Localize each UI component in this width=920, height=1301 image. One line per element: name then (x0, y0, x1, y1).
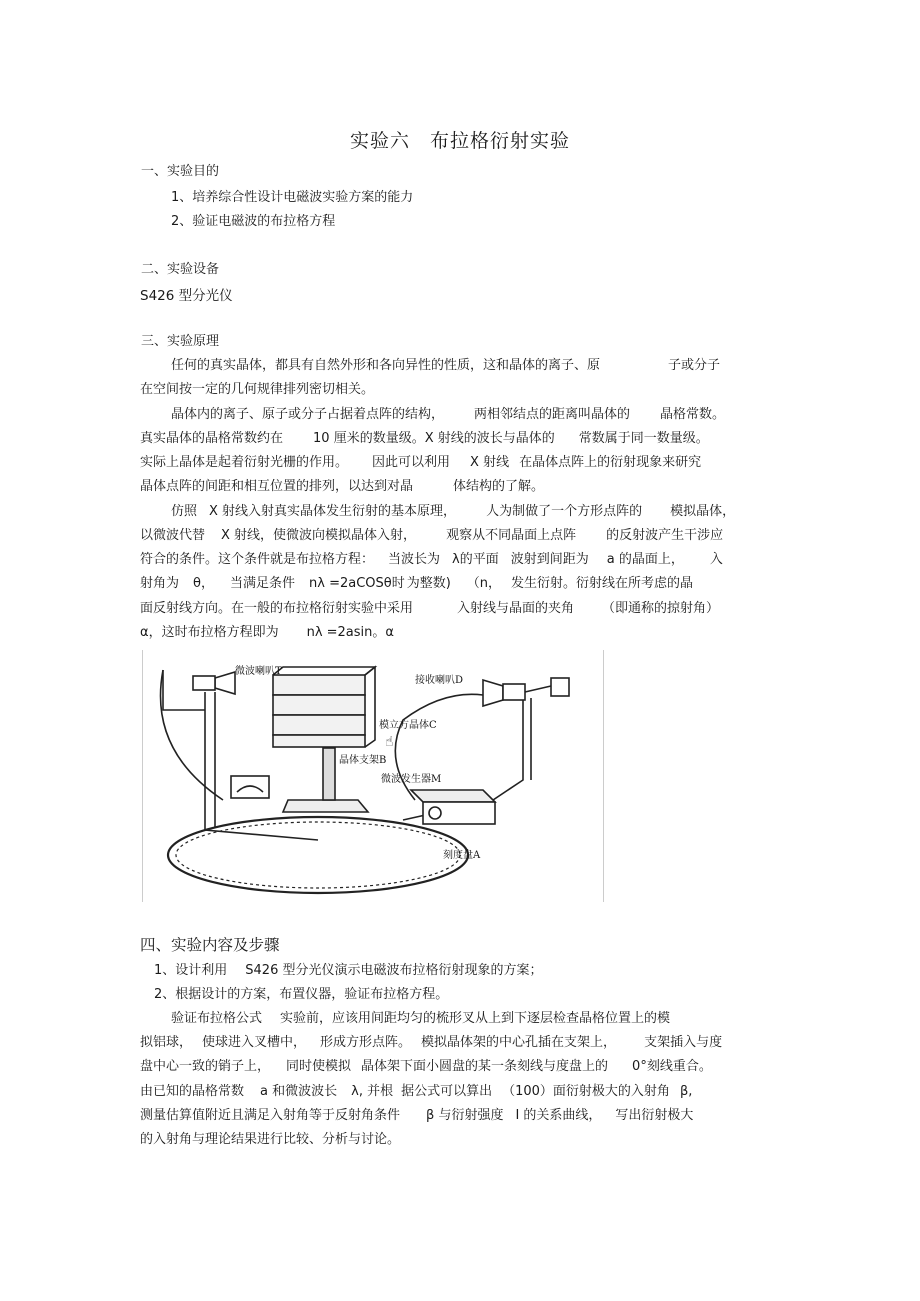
text-segment: nλ =2aCOSθ时 (309, 576, 405, 591)
text-segment: 任何的真实晶体，都具有自然外形和各向异性的性质，这和晶体的离子、原 (171, 358, 601, 373)
paragraph-line (140, 624, 394, 642)
text-segment: 体结构的了解。 (453, 479, 545, 494)
text-segment: 面反射线方向。在一般的布拉格衍射实验中采用 (140, 601, 414, 616)
text-segment: 1、设计利用 (154, 963, 228, 978)
purpose-item: 2、验证电磁波的布拉格方程 (171, 214, 336, 229)
paragraph-line (140, 1107, 693, 1125)
paragraph-line (140, 454, 701, 472)
spectrometer-diagram (142, 650, 604, 902)
text-segment: α，这时布拉格方程即为 (140, 625, 279, 640)
text-segment: 晶体点阵的间距和相互位置的排列，以达到对晶 (140, 479, 414, 494)
text-segment: 人为制做了一个方形点阵的 (486, 504, 643, 519)
text-segment: X 射线入射真实晶体发生衍射的基本原理， (209, 504, 457, 519)
paragraph-line (171, 503, 735, 521)
text-segment: 盘中心一致的销子上， (140, 1059, 271, 1074)
text-segment: 晶体内的离子、原子或分子占据着点阵的结构， (171, 407, 445, 422)
text-segment: 验证布拉格公式 (171, 1011, 263, 1026)
text-segment: 射角为 (140, 576, 180, 591)
section-heading-procedure: 四、实验内容及步骤 (140, 936, 280, 954)
text-segment: （n， (466, 576, 502, 591)
paragraph-line (140, 600, 719, 618)
section-heading-purpose: 一、实验目的 (141, 164, 220, 179)
text-segment: 真实晶体的晶格常数约在 (140, 431, 284, 446)
text-segment: 在晶体点阵上的衍射现象来研究 (519, 455, 702, 470)
paragraph-line (140, 551, 723, 569)
paragraph-line (140, 478, 544, 496)
paragraph-line: 的入射角与理论结果进行比较、分析与讨论。 (140, 1132, 401, 1147)
text-segment: 模拟晶体架的中心孔插在支架上， (421, 1035, 617, 1050)
text-segment: 实验前，应该用间距均匀的梳形叉从上到下逐层检查晶格位置上的模 (280, 1011, 671, 1026)
text-segment: 入 (709, 552, 723, 567)
text-segment: 测量估算值附近且满足入射角等于反射角条件 (140, 1108, 401, 1123)
paragraph-line (140, 430, 709, 448)
text-segment: （即通称的掠射角） (602, 601, 720, 616)
procedure-step (154, 962, 542, 980)
text-segment: 因此可以利用 (372, 455, 451, 470)
text-segment: 0°刻线重合。 (632, 1059, 712, 1074)
procedure-step: 2、根据设计的方案，布置仪器，验证布拉格方程。 (154, 987, 449, 1002)
text-segment: X 射线 (470, 455, 510, 470)
text-segment: nλ =2asin。α (306, 625, 394, 640)
text-segment: 晶体架下面小圆盘的某一条刻线与度盘上的 (361, 1059, 609, 1074)
text-segment: β 与衍射强度 (426, 1108, 504, 1123)
text-segment: θ， (193, 576, 214, 591)
paragraph-line (140, 1083, 692, 1101)
receiver-label: 接收喇叭D (415, 675, 464, 686)
text-segment: λ的平面 (452, 552, 499, 567)
text-segment: 两相邻结点的距离叫晶体的 (474, 407, 631, 422)
text-segment: 常数属于同一数量级。 (578, 431, 709, 446)
text-segment: 为整数) (406, 576, 451, 591)
paragraph-line (171, 357, 720, 375)
section-heading-equipment: 二、实验设备 (141, 262, 220, 277)
document-title: 实验六 布拉格衍射实验 (349, 130, 570, 152)
paragraph-line (140, 1034, 722, 1052)
text-segment: S426 型分光仪演示电磁波布拉格衍射现象的方案； (245, 963, 543, 978)
equipment-name: S426 型分光仪 (140, 288, 233, 304)
text-segment: 由已知的晶格常数 (140, 1084, 245, 1099)
text-segment: a 和微波波长 (260, 1084, 338, 1099)
text-segment: 符合的条件。这个条件就是布拉格方程： (140, 552, 375, 567)
text-segment: 发生衍射。衍射线在所考虑的晶 (511, 576, 694, 591)
text-segment: 子或分子 (668, 358, 721, 373)
paragraph-line (140, 1058, 712, 1076)
generator-label: 微波发生器M (381, 774, 442, 785)
text-segment: 仿照 (171, 504, 198, 519)
paragraph-line (171, 406, 725, 424)
crystal-label: 模立方晶体C (379, 720, 437, 731)
dial-label: 刻度盘A (443, 850, 481, 861)
text-segment: β, (679, 1084, 693, 1099)
text-segment: 支架插入与度 (644, 1035, 723, 1050)
text-segment: 形成方形点阵。 (320, 1035, 412, 1050)
text-segment: 当满足条件 (229, 576, 295, 591)
emitter-label: 微波喇叭T (235, 666, 282, 677)
text-segment: 晶格常数。 (660, 407, 726, 422)
text-segment: 模拟晶体， (670, 504, 736, 519)
paragraph-line (171, 1010, 670, 1028)
text-segment: 以微波代替 (140, 528, 206, 543)
paragraph-line (140, 527, 723, 545)
text-segment: I 的关系曲线， (515, 1108, 602, 1123)
text-segment: a 的晶面上， (606, 552, 684, 567)
text-segment: X 射线，使微波向模拟晶体入射， (221, 528, 417, 543)
holder-label: 晶体支架B (339, 755, 387, 766)
text-segment: 观察从不同晶面上点阵 (446, 528, 577, 543)
section-heading-principle: 三、实验原理 (141, 334, 220, 349)
text-segment: 当波长为 (388, 552, 441, 567)
text-segment: 使球进入叉槽中， (202, 1035, 307, 1050)
text-segment: 拟铝球， (140, 1035, 193, 1050)
purpose-item: 1、培养综合性设计电磁波实验方案的能力 (171, 190, 414, 205)
text-segment: （100）面衍射极大的入射角 (502, 1084, 670, 1099)
text-segment: 的反射波产生干涉应 (606, 528, 724, 543)
text-segment: 同时使模拟 (286, 1059, 352, 1074)
text-segment: 实际上晶体是起着衍射光栅的作用。 (140, 455, 349, 470)
paragraph-line (140, 575, 693, 593)
svg-text:☝: ☝ (385, 734, 394, 750)
text-segment: 10 厘米的数量级。X 射线的波长与晶体的 (313, 431, 555, 446)
text-segment: 入射线与晶面的夹角 (457, 601, 575, 616)
text-segment: λ, 并根 (351, 1084, 394, 1099)
text-segment: 波射到间距为 (510, 552, 589, 567)
text-segment: 写出衍射极大 (615, 1108, 694, 1123)
paragraph-line: 在空间按一定的几何规律排列密切相关。 (140, 382, 375, 397)
text-segment: 据公式可以算出 (401, 1084, 493, 1099)
